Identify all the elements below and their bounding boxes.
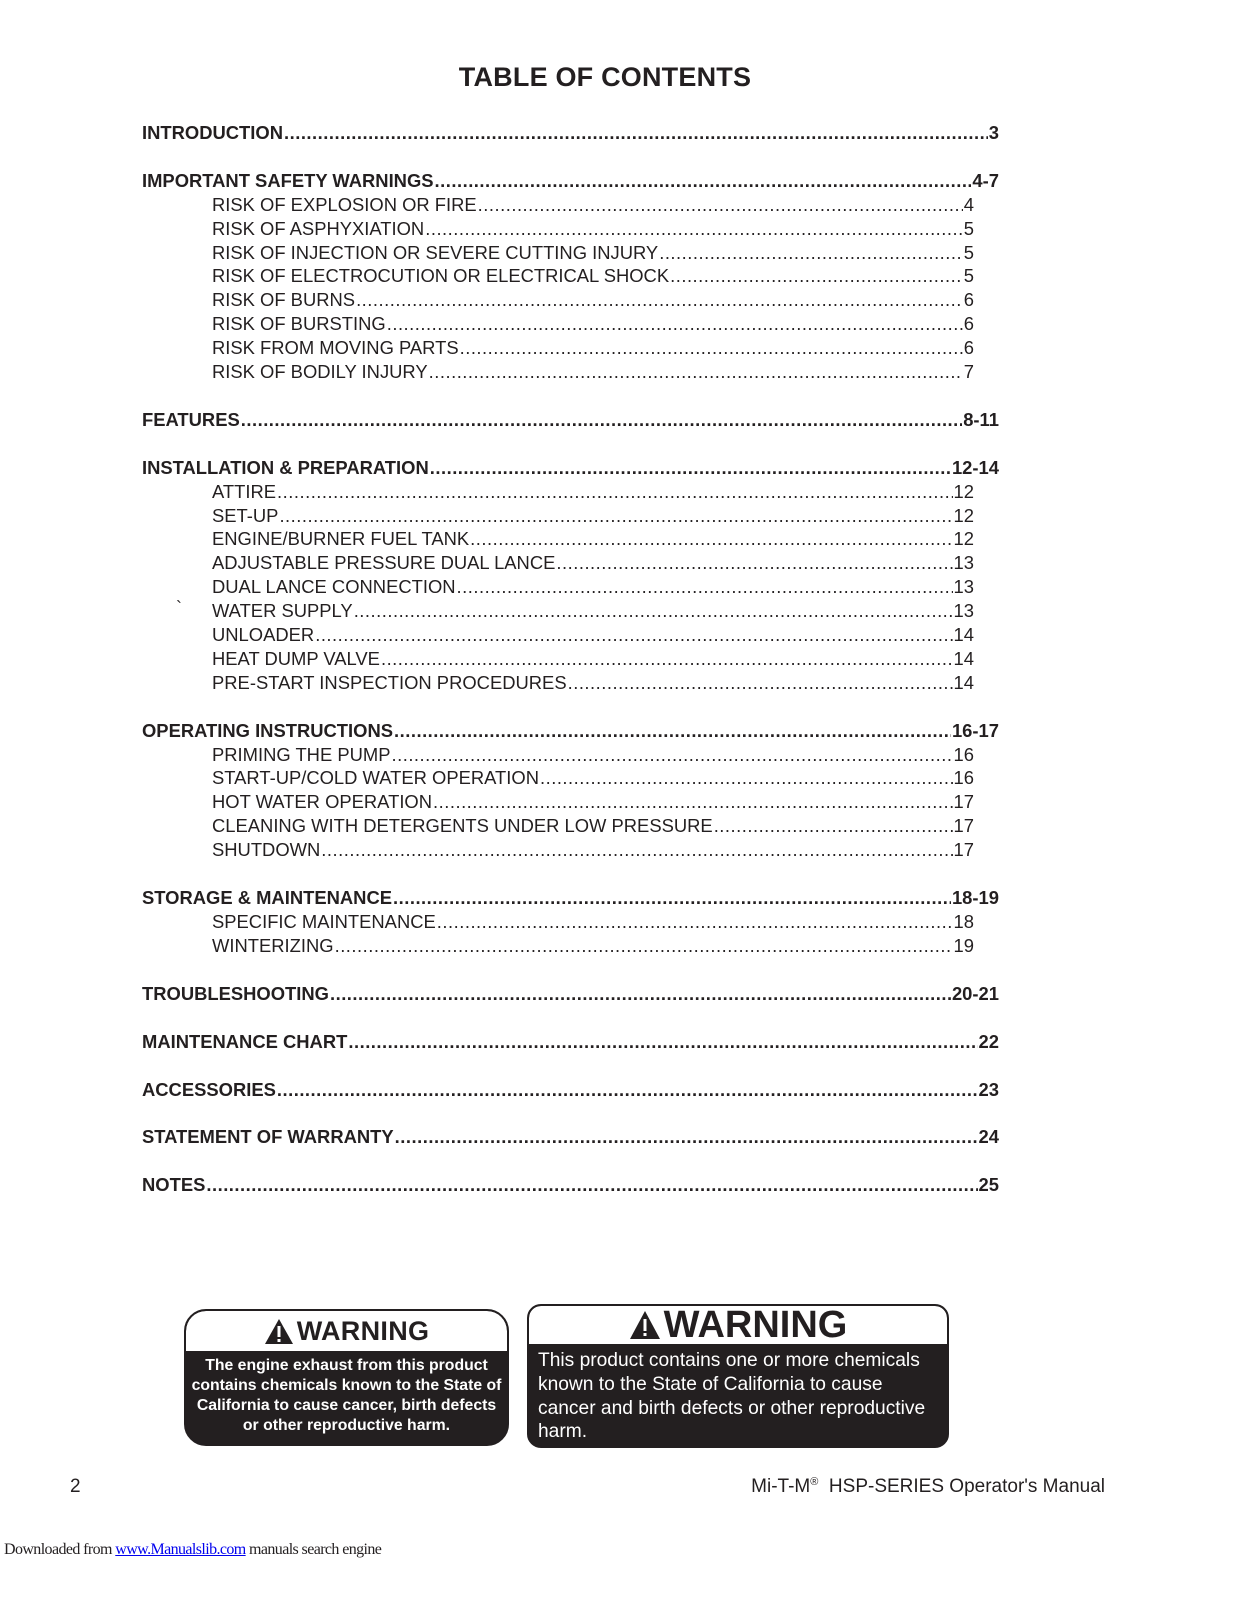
toc-page-number: 14 [953,647,974,669]
toc-page-number: 20-21 [951,982,999,1004]
toc-label: RISK OF BURNS [212,289,356,311]
toc-page-number: 6 [963,337,974,359]
toc-sub-entry [142,647,999,671]
toc-sub-entry [142,599,999,623]
toc-label: WINTERIZING [212,934,334,956]
toc-label: START-UP/COLD WATER OPERATION [212,767,539,789]
toc-page-number: 25 [978,1174,999,1196]
toc-label: RISK FROM MOVING PARTS [212,337,459,359]
toc-section-entry [142,408,999,432]
toc-page-number: 14 [953,671,974,693]
toc-page-number: 5 [963,265,974,287]
toc-page-number: 16 [953,767,974,789]
dot-leader [321,838,952,862]
toc-label: IMPORTANT SAFETY WARNINGS [142,169,434,191]
toc-label: CLEANING WITH DETERGENTS UNDER LOW PRESSURE [212,815,713,837]
dot-leader [470,527,952,551]
toc-label: INTRODUCTION [142,122,283,143]
toc-page-number: 18 [953,910,974,932]
toc-page-number: 17 [953,815,974,837]
toc-label: MAINTENANCE CHART [142,1030,348,1052]
toc-label: WATER SUPPLY [212,600,353,622]
toc-page-number: 24 [978,1126,999,1148]
toc-page-number: 13 [953,552,974,574]
toc-sub-entry [142,360,999,384]
dot-leader [381,647,953,671]
warning-heading: WARNING [663,1304,848,1346]
toc-sub-entry [142,671,999,695]
dot-leader [354,599,953,623]
toc-sub-entry [142,838,999,862]
dot-leader [279,504,952,528]
toc-label: STATEMENT OF WARRANTY [142,1126,394,1148]
toc-page-number: 16 [953,743,974,765]
toc-page-number: 5 [963,217,974,239]
toc-sub-entry [142,193,999,217]
toc-sub-entry [142,504,999,528]
dot-leader [391,743,952,767]
toc-label: DUAL LANCE CONNECTION [212,576,456,598]
dot-leader [387,312,963,336]
dot-leader [433,790,953,814]
warning-heading: WARNING [296,1315,430,1346]
dot-leader [429,360,963,384]
toc-label: ENGINE/BURNER FUEL TANK [212,528,470,550]
toc-page-number: 23 [978,1078,999,1100]
dot-leader [425,217,963,241]
dot-leader [393,886,951,910]
manualslib-link[interactable]: www.Manualslib.com [115,1541,246,1558]
toc-sub-entry [142,814,999,838]
warning-text: The engine exhaust from this product contains chemicals known to the State of California to cause cancer, birth defects or other reproductive harm. [191,1357,502,1434]
dot-leader [478,193,963,217]
toc-section [142,886,999,958]
toc-sub-entry [142,288,999,312]
toc-section-entry [142,1030,999,1054]
dot-leader [430,456,951,480]
toc-label: NOTES [142,1174,206,1196]
toc-label: OPERATING INSTRUCTIONS [142,719,394,741]
stray-mark: ` [176,598,182,619]
toc-sub-entry [142,934,999,958]
toc-page-number: 12 [953,480,974,502]
toc-page-number: 3 [988,122,999,143]
toc-section-entry [142,456,999,480]
toc-section [142,1078,999,1102]
dot-leader [540,766,953,790]
toc-sub-entry [142,743,999,767]
toc-sub-entry [142,312,999,336]
toc-sub-entry [142,241,999,265]
toc-sub-entry [142,910,999,934]
toc-section [142,982,999,1006]
warning-triangle-icon [629,1310,661,1340]
dot-leader [568,671,953,695]
dot-leader [460,336,963,360]
toc-page-number: 16-17 [951,719,999,741]
toc-page-number: 17 [953,839,974,861]
toc-page-number: 4-7 [972,169,999,191]
toc-page-number: 14 [953,624,974,646]
download-footer [4,1541,381,1559]
toc-label: SPECIFIC MAINTENANCE [212,910,436,932]
dot-leader [659,241,963,265]
brand-name: Mi-T-M [751,1476,811,1497]
manual-title [751,1476,1105,1498]
toc-page-number: 5 [963,241,974,263]
toc-sub-entry [142,527,999,551]
toc-label: STORAGE & MAINTENANCE [142,887,392,909]
toc-label: HOT WATER OPERATION [212,791,433,813]
toc-page-number: 18-19 [951,887,999,909]
dot-leader [670,264,963,288]
toc-section-entry [142,1173,999,1197]
dot-leader [348,1030,977,1054]
toc-page-number: 12 [953,528,974,550]
toc-section [142,169,999,384]
dot-leader [277,1078,978,1102]
toc-label: RISK OF BODILY INJURY [212,361,428,383]
toc-label: INSTALLATION & PREPARATION [142,456,429,478]
toc-label: SHUTDOWN [212,839,321,861]
dot-leader [284,121,988,145]
toc-sub-entry [142,575,999,599]
dot-leader [394,719,951,743]
toc-page-number: 19 [953,934,974,956]
table-of-contents [142,121,999,1221]
toc-page-number: 22 [978,1030,999,1052]
toc-label: RISK OF BURSTING [212,313,386,335]
dot-leader [435,169,972,193]
toc-sub-entry [142,217,999,241]
toc-page-number: 7 [963,361,974,383]
toc-label: HEAT DUMP VALVE [212,647,380,669]
toc-section [142,408,999,432]
toc-label: SET-UP [212,504,279,526]
dot-leader [335,934,953,958]
toc-label: ADJUSTABLE PRESSURE DUAL LANCE [212,552,556,574]
toc-label: FEATURES [142,408,240,430]
warning-triangle-icon [264,1318,294,1345]
dot-leader [356,288,963,312]
dot-leader [315,623,952,647]
toc-section-entry [142,719,999,743]
dot-leader [437,910,953,934]
dot-leader [277,480,953,504]
toc-sub-entry [142,623,999,647]
toc-label: TROUBLESHOOTING [142,982,329,1004]
warning-box-chemicals [527,1304,949,1448]
toc-label: RISK OF ELECTROCUTION OR ELECTRICAL SHOCK [212,265,670,287]
toc-sub-entry [142,480,999,504]
toc-section-entry [142,982,999,1006]
toc-sub-entry [142,790,999,814]
toc-label: RISK OF INJECTION OR SEVERE CUTTING INJURY [212,241,659,263]
page-number: 2 [70,1476,81,1497]
toc-section [142,719,999,862]
dot-leader [206,1173,977,1197]
toc-section-entry [142,1125,999,1149]
dot-leader [241,408,962,432]
toc-sub-entry [142,551,999,575]
warning-text: This product contains one or more chemicals known to the State of California to cause cancer and birth defects or other reproductive harm. [538,1350,926,1443]
toc-section [142,1173,999,1197]
dot-leader [714,814,953,838]
toc-label: RISK OF EXPLOSION OR FIRE [212,193,477,215]
footer-suffix: manuals search engine [245,1541,382,1558]
toc-label: PRE-START INSPECTION PROCEDURES [212,671,567,693]
warning-header [186,1311,507,1351]
warning-box-engine-exhaust [184,1309,509,1446]
toc-section [142,121,999,145]
toc-section [142,456,999,695]
toc-section-entry [142,1078,999,1102]
toc-label: ACCESSORIES [142,1078,276,1100]
manual-name: HSP-SERIES Operator's Manual [828,1476,1105,1497]
dot-leader [330,982,951,1006]
toc-page-number: 6 [963,289,974,311]
toc-section-entry [142,886,999,910]
registered-mark: ® [810,1476,819,1488]
dot-leader [395,1125,978,1149]
toc-page-number: 13 [953,576,974,598]
warning-header [529,1306,947,1344]
toc-sub-entry [142,766,999,790]
toc-section-entry [142,169,999,193]
toc-section-entry [142,121,999,145]
toc-page-number: 13 [953,600,974,622]
footer-prefix: Downloaded from [4,1541,116,1558]
page-title: TABLE OF CONTENTS [458,62,752,92]
dot-leader [556,551,952,575]
toc-sub-entry [142,336,999,360]
toc-label: PRIMING THE PUMP [212,743,391,765]
dot-leader [457,575,953,599]
toc-sub-entry [142,264,999,288]
toc-page-number: 12-14 [951,456,999,478]
toc-page-number: 17 [953,791,974,813]
toc-page-number: 12 [953,504,974,526]
toc-section [142,1125,999,1149]
toc-section [142,1030,999,1054]
toc-page-number: 4 [963,193,974,215]
toc-page-number: 6 [963,313,974,335]
toc-page-number: 8-11 [963,408,999,430]
toc-label: ATTIRE [212,480,277,502]
toc-label: RISK OF ASPHYXIATION [212,217,425,239]
toc-label: UNLOADER [212,624,315,646]
